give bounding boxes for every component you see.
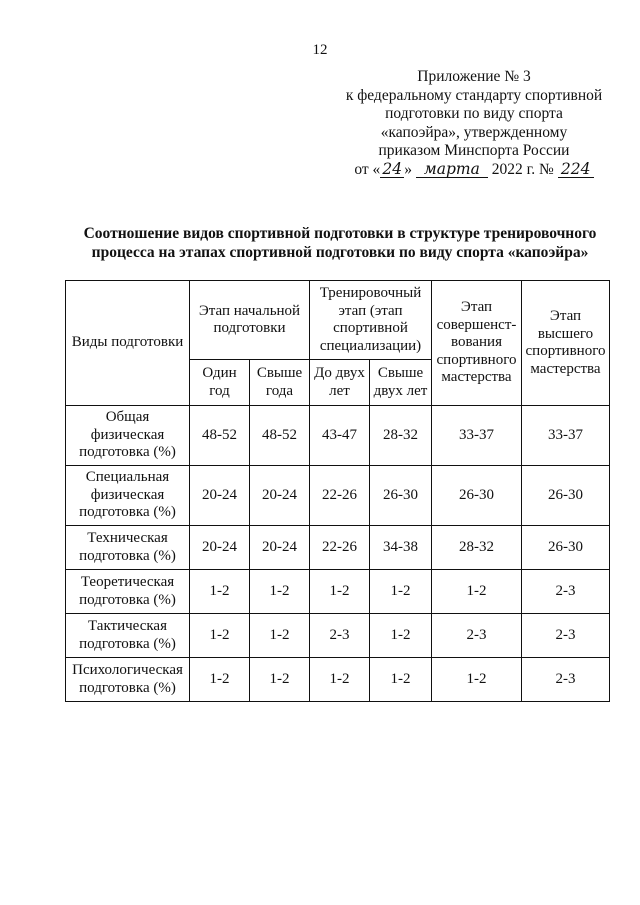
table-cell: 28-32: [432, 526, 522, 570]
table-cell: 2-3: [432, 614, 522, 658]
table-row: [66, 570, 610, 614]
table-cell: 20-24: [250, 526, 310, 570]
document-title: [60, 224, 620, 262]
row-label: Теоретическая подготовка (%): [66, 570, 190, 614]
annex-header: [328, 68, 620, 179]
header-cell-stage-initial: Этап начальной подготовки: [190, 281, 310, 360]
table-cell: 26-30: [522, 526, 610, 570]
table-cell: 28-32: [370, 406, 432, 466]
subheader-over-year: Свыше года: [250, 360, 310, 406]
row-label: Специальная физическая подготовка (%): [66, 466, 190, 526]
annex-line-4: «капоэйра», утвержденному: [380, 123, 568, 141]
title-line-2: процесса на этапах спортивной подготовки по виду спорта «капоэйра»: [91, 244, 589, 261]
order-date-line: [328, 161, 620, 180]
table-cell: 20-24: [190, 526, 250, 570]
table-cell: 1-2: [370, 658, 432, 702]
table-cell: 33-37: [522, 406, 610, 466]
table-cell: 1-2: [190, 570, 250, 614]
table-cell: 1-2: [310, 658, 370, 702]
subheader-up-to-two-years: До двух лет: [310, 360, 370, 406]
date-year: 2022 г. №: [491, 160, 554, 178]
table-cell: 48-52: [250, 406, 310, 466]
table-cell: 2-3: [310, 614, 370, 658]
table-cell: 2-3: [522, 658, 610, 702]
subheader-over-two-years: Свыше двух лет: [370, 360, 432, 406]
table-cell: 20-24: [250, 466, 310, 526]
table-cell: 1-2: [370, 570, 432, 614]
row-label: Психологическая подготовка (%): [66, 658, 190, 702]
table-cell: 1-2: [250, 658, 310, 702]
header-row-1: [66, 281, 610, 360]
table-cell: 26-30: [432, 466, 522, 526]
date-prefix: от «: [354, 160, 381, 178]
annex-line-5: приказом Минспорта России: [378, 142, 570, 159]
table-row: [66, 466, 610, 526]
table-cell: 20-24: [190, 466, 250, 526]
row-label: Общая физическая подготовка (%): [66, 406, 190, 466]
header-cell-stage-training: Тренировочный этап (этап спортивной специализации): [310, 281, 432, 360]
table-row: [66, 658, 610, 702]
table-cell: 1-2: [370, 614, 432, 658]
training-ratio-table: [65, 280, 610, 702]
table-cell: 1-2: [190, 614, 250, 658]
table-cell: 26-30: [522, 466, 610, 526]
table-cell: 1-2: [432, 570, 522, 614]
table-cell: 48-52: [190, 406, 250, 466]
table-cell: 33-37: [432, 406, 522, 466]
row-label: Техническая подготовка (%): [66, 526, 190, 570]
row-label: Тактическая подготовка (%): [66, 614, 190, 658]
table-cell: 2-3: [522, 570, 610, 614]
table-cell: 22-26: [310, 526, 370, 570]
table-cell: 34-38: [370, 526, 432, 570]
table-row: [66, 406, 610, 466]
page-number: 12: [312, 42, 328, 58]
annex-line-2: к федеральному стандарту спортивной: [345, 86, 603, 104]
date-mid: »: [404, 160, 413, 178]
table-cell: 1-2: [250, 614, 310, 658]
handwritten-day: 24: [380, 161, 404, 178]
table-cell: 43-47: [310, 406, 370, 466]
header-cell-types: Виды подготовки: [66, 281, 190, 406]
table-cell: 1-2: [250, 570, 310, 614]
table-row: [66, 614, 610, 658]
table-cell: 1-2: [190, 658, 250, 702]
header-cell-stage-highest: Этап высшего спортивного мастерства: [522, 281, 610, 406]
table-cell: 1-2: [432, 658, 522, 702]
annex-title: Приложение № 3: [417, 68, 531, 85]
annex-line-3: подготовки по виду спорта: [385, 105, 563, 122]
table-cell: 1-2: [310, 570, 370, 614]
subheader-one-year: Один год: [190, 360, 250, 406]
handwritten-order-number: 224: [558, 161, 594, 178]
title-line-1: Соотношение видов спортивной подготовки в структуре тренировочного: [83, 225, 597, 242]
header-cell-stage-improvement: Этап совершенст-вования спортивного мастерства: [432, 281, 522, 406]
table-cell: 26-30: [370, 466, 432, 526]
table-cell: 2-3: [522, 614, 610, 658]
handwritten-month: марта: [416, 161, 488, 178]
table-row: [66, 526, 610, 570]
table-cell: 22-26: [310, 466, 370, 526]
